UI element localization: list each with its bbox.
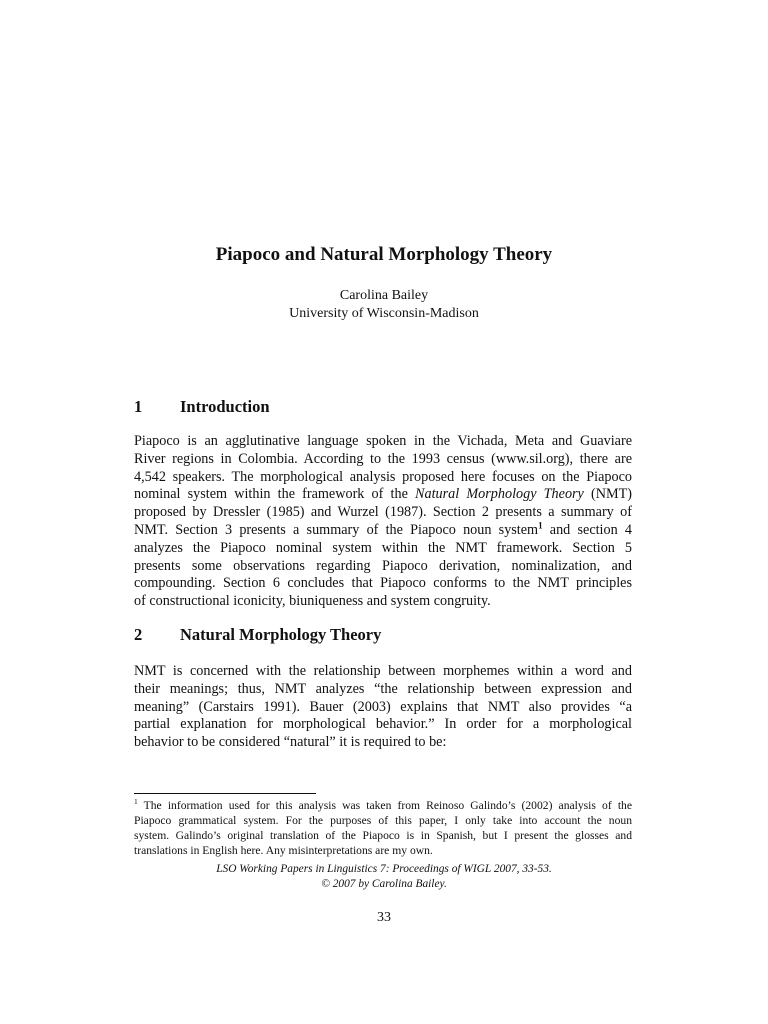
paragraph-line: partial explanation for morphological behavior.” In order for a morphological	[134, 716, 632, 733]
section-paragraph	[134, 663, 632, 752]
paragraph-line: of constructional iconicity, biuniqueness and system congruity.	[134, 593, 491, 610]
text-run: The information used for this analysis was taken from Reinoso Galindo’s (2002) analysis of the	[137, 799, 632, 812]
footnote-line: translations in English here. Any misinterpretations are my own.	[134, 843, 433, 857]
section-paragraph	[134, 433, 632, 611]
venue-info	[0, 862, 768, 891]
paragraph-line: proposed by Dressler (1985) and Wurzel (1987). Section 2 presents a summary of	[134, 504, 632, 521]
paragraph-line: analyzes the Piapoco nominal system within the NMT framework. Section 5	[134, 539, 632, 556]
footnote-line	[134, 799, 632, 814]
section-title: Natural Morphology Theory	[180, 625, 382, 644]
paragraph-line	[134, 522, 632, 540]
paragraph-line: behavior to be considered “natural” it is required to be:	[134, 734, 447, 751]
footnote-number: 1	[134, 797, 138, 807]
venue-citation: LSO Working Papers in Linguistics 7: Proceedings of WIGL 2007, 33-53.	[216, 863, 552, 875]
paragraph-line	[134, 486, 632, 504]
text-run: NMT. Section 3 presents a summary of the Piapoco noun system	[134, 521, 539, 538]
text-run: (NMT)	[583, 486, 632, 503]
paragraph-line: their meanings; thus, NMT analyzes “the relationship between expression and	[134, 680, 632, 697]
footnote-line: Piapoco grammatical system. For the purposes of this paper, I only take into account the noun	[134, 813, 632, 827]
author-name: Carolina Bailey	[339, 288, 429, 303]
paragraph-line: River regions in Colombia. According to the 1993 census (www.sil.org), there are	[134, 450, 632, 467]
author-affiliation: University of Wisconsin-Madison	[289, 306, 479, 321]
footnote-line: system. Galindo’s original translation of the Piapoco is in Spanish, but I present the glosses and	[134, 828, 632, 842]
footnote	[134, 799, 632, 859]
text-run: nominal system within the framework of the	[134, 486, 416, 503]
section-heading	[134, 397, 270, 417]
section-heading	[134, 625, 381, 645]
footnote-marker: 1	[538, 520, 543, 531]
section-number: 2	[134, 625, 143, 644]
theory-name-italic: Natural Morphology Theory	[415, 486, 584, 503]
paragraph-line: NMT is concerned with the relationship between morphemes within a word and	[134, 663, 632, 679]
paragraph-line: 4,542 speakers. The morphological analysis proposed here focuses on the Piapoco	[134, 468, 632, 485]
text-run: and section 4	[542, 521, 632, 538]
paragraph-line: presents some observations regarding Piapoco derivation, nominalization, and	[134, 557, 632, 574]
section-number: 1	[134, 397, 143, 416]
paper-title: Piapoco and Natural Morphology Theory	[215, 244, 553, 265]
copyright-line: © 2007 by Carolina Bailey.	[321, 877, 447, 890]
paragraph-line: Piapoco is an agglutinative language spoken in the Vichada, Meta and Guaviare	[134, 433, 632, 449]
footnote-divider	[134, 793, 316, 794]
page-number: 33	[377, 910, 391, 925]
paragraph-line: compounding. Section 6 concludes that Piapoco conforms to the NMT principles	[134, 575, 632, 592]
section-title: Introduction	[180, 397, 270, 416]
paragraph-line: meaning” (Carstairs 1991). Bauer (2003) explains that NMT also provides “a	[134, 698, 632, 715]
author-block	[0, 287, 768, 323]
